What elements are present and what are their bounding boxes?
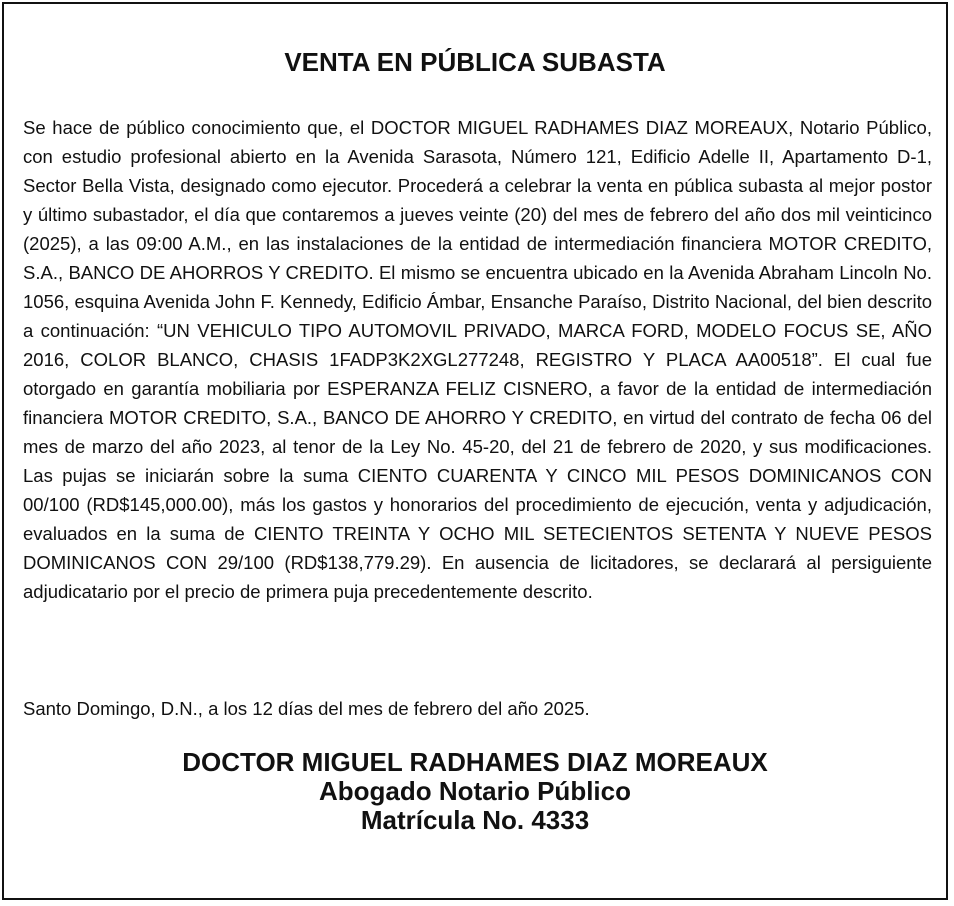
notice-date-line: Santo Domingo, D.N., a los 12 días del mes de febrero del año 2025. xyxy=(23,698,590,719)
auction-notice xyxy=(2,2,948,900)
notice-title: VENTA EN PÚBLICA SUBASTA xyxy=(284,47,666,77)
notice-body: Se hace de público conocimiento que, el DOCTOR MIGUEL RADHAMES DIAZ MOREAUX, Notario Público, con estudio profesional abierto en la Avenida Sarasota, Número 121, Edificio Adelle II, Apartamento D-1, Sector Bella Vista, designado como ejecutor. Procederá a celebrar la venta en pública subasta al mejor postor y último subastador, el día que contaremos a jueves veinte (20) del mes de febrero del año dos mil veinticinco (2025), a las 09:00 A.M., en las instalaciones de la entidad de intermediación financiera MOTOR CREDITO, S.A., BANCO DE AHORROS Y CREDITO. El mismo se encuentra ubicado en la Avenida Abraham Lincoln No. 1056, esquina Avenida John F. Kennedy, Edificio Ámbar, Ensanche Paraíso, Distrito Nacional, del bien descrito a continuación: “UN VEHICULO TIPO AUTOMOVIL PRIVADO, MARCA FORD, MODELO FOCUS SE, AÑO 2016, COLOR BLANCO, CHASIS 1FADP3K2XGL277248, REGISTRO Y PLACA AA00518”. El cual fue otorgado en garantía mobiliaria por ESPERANZA FELIZ CISNERO, a favor de la entidad de intermediación financiera MOTOR CREDITO, S.A., BANCO DE AHORRO Y CREDITO, en virtud del contrato de fecha 06 del mes de marzo del año 2023, al tenor de la Ley No. 45-20, del 21 de febrero de 2020, y sus modificaciones. Las pujas se iniciarán sobre la suma CIENTO CUARENTA Y CINCO MIL PESOS DOMINICANOS CON 00/100 (RD$145,000.00), más los gastos y honorarios del procedimiento de ejecución, venta y adjudicación, evaluados en la suma de CIENTO TREINTA Y OCHO MIL SETECIENTOS SETENTA Y NUEVE PESOS DOMINICANOS CON 29/100 (RD$138,779.29). En ausencia de licitadores, se declarará al persiguiente adjudicatario por el precio de primera puja precedentemente descrito. xyxy=(23,117,932,602)
signatory-role: Abogado Notario Público xyxy=(319,776,631,806)
signature-block xyxy=(4,748,946,835)
signatory-registration: Matrícula No. 4333 xyxy=(360,805,590,835)
signatory-name: DOCTOR MIGUEL RADHAMES DIAZ MOREAUX xyxy=(182,747,768,777)
